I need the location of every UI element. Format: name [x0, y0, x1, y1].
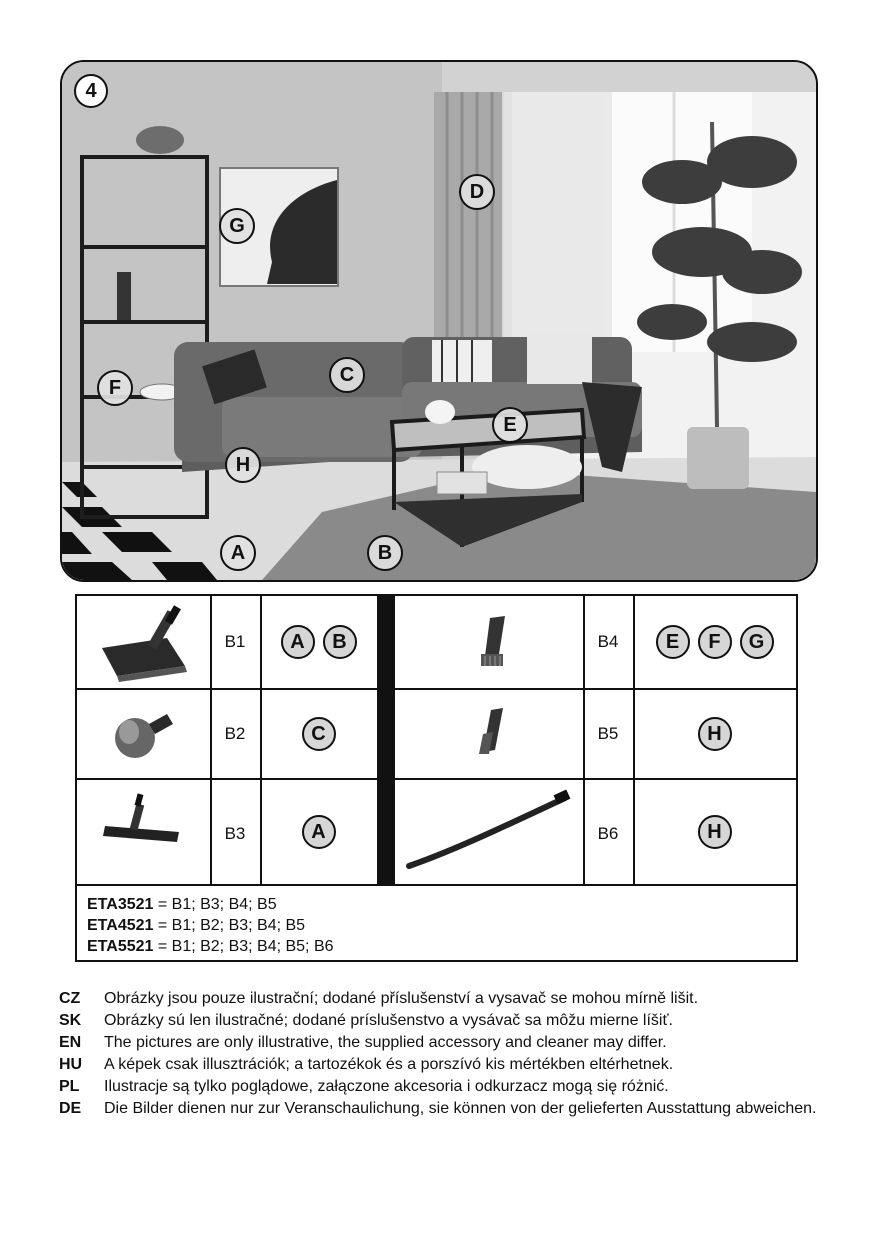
table-center-divider — [377, 596, 395, 886]
accessory-image-b6 — [395, 780, 583, 884]
code-b1: B1 — [224, 632, 246, 651]
crevice-tool-icon — [395, 690, 583, 778]
note-de: DE Die Bilder dienen nur zur Veranschaulichung, sie können von der gelieferten Ausstattung abweichen. — [59, 1100, 817, 1117]
turbo-brush-icon — [77, 690, 210, 778]
marker-f: F — [97, 370, 133, 406]
badge: F — [698, 625, 732, 659]
marker-c: C — [329, 357, 365, 393]
crevice-nozzle-icon — [395, 596, 583, 688]
marker-h: H — [225, 447, 261, 483]
accessory-image-b1 — [77, 596, 210, 688]
note-pl: PL Ilustracje są tylko poglądowe, załączone akcesoria i odkurzacz mogą się różnić. — [59, 1078, 669, 1095]
badge: B — [323, 625, 357, 659]
accessory-image-b3 — [77, 780, 210, 884]
accessory-image-b4 — [395, 596, 583, 688]
marker-a: A — [220, 535, 256, 571]
room-illustration — [62, 62, 816, 580]
note-sk: SK Obrázky sú len ilustračné; dodané príslušenstvo a vysávač sa môžu mierne líšiť. — [59, 1012, 673, 1029]
badges-b1 — [260, 596, 377, 688]
room-photo — [60, 60, 818, 582]
parquet-brush-icon — [77, 780, 210, 884]
badges-b6 — [633, 780, 796, 884]
model-list — [87, 894, 334, 957]
note-cz: CZ Obrázky jsou pouze ilustrační; dodané příslušenství a vysavač se mohou mírně lišit. — [59, 990, 699, 1007]
marker-e: E — [492, 407, 528, 443]
accessory-image-b2 — [77, 690, 210, 778]
accessory-image-b5 — [395, 690, 583, 778]
floor-brush-icon — [77, 596, 210, 688]
badge: E — [656, 625, 690, 659]
accessory-table — [75, 594, 798, 962]
code-b4: B4 — [597, 632, 619, 651]
code-b5: B5 — [597, 724, 619, 743]
page-number: 4 — [74, 74, 108, 108]
badge: G — [740, 625, 774, 659]
note-hu: HU A képek csak illusztrációk; a tartozékok és a porszívó kis mértékben eltérhetnek. — [59, 1056, 674, 1073]
badge: H — [698, 815, 732, 849]
marker-b: B — [367, 535, 403, 571]
badge: A — [281, 625, 315, 659]
model-line: ETA3521 = B1; B3; B4; B5 — [87, 896, 277, 913]
marker-d: D — [459, 174, 495, 210]
code-b3: B3 — [224, 824, 246, 843]
badges-b3 — [260, 780, 377, 884]
code-b6: B6 — [597, 824, 619, 843]
note-en: EN The pictures are only illustrative, the supplied accessory and cleaner may differ. — [59, 1034, 667, 1051]
badge: A — [302, 815, 336, 849]
badge: C — [302, 717, 336, 751]
model-line: ETA5521 = B1; B2; B3; B4; B5; B6 — [87, 938, 334, 955]
flexible-nozzle-icon — [395, 780, 583, 884]
marker-g: G — [219, 208, 255, 244]
code-b2: B2 — [224, 724, 246, 743]
badges-b2 — [260, 690, 377, 778]
badges-b4 — [633, 596, 796, 688]
badges-b5 — [633, 690, 796, 778]
disclaimer-notes — [59, 988, 819, 1120]
model-line: ETA4521 = B1; B2; B3; B4; B5 — [87, 917, 306, 934]
badge: H — [698, 717, 732, 751]
